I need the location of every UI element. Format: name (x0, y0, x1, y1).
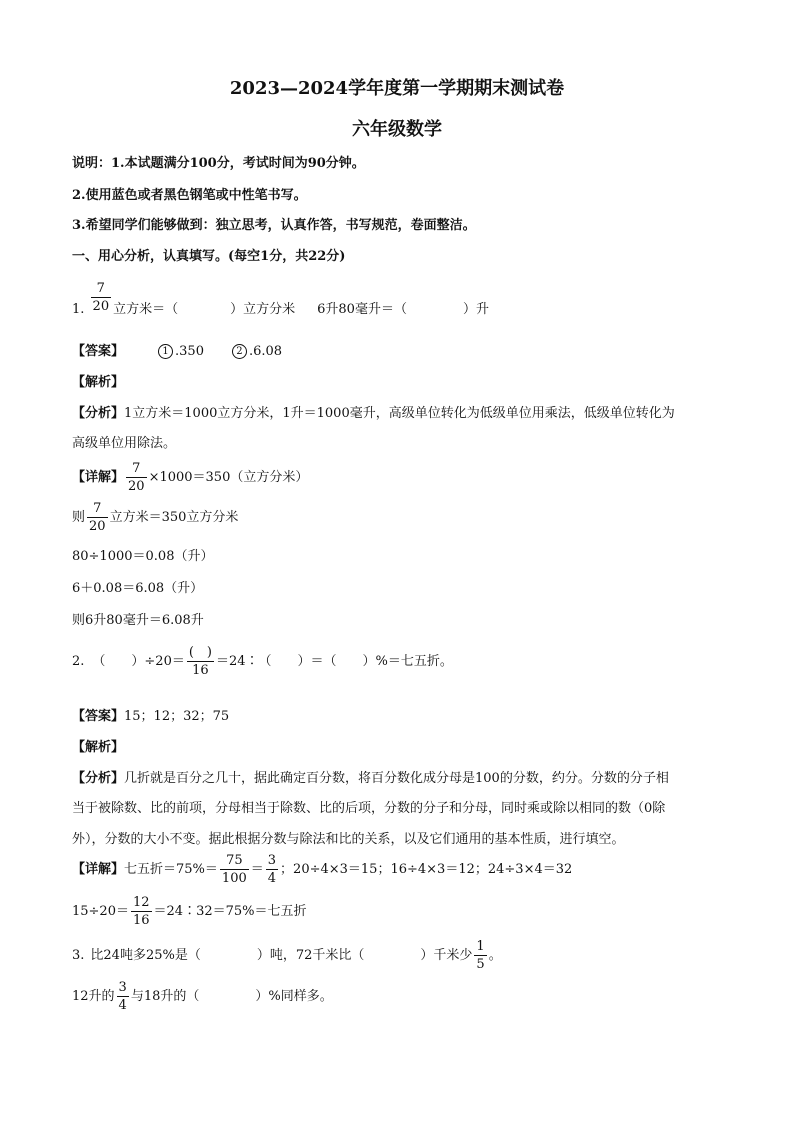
fraction (91, 280, 112, 315)
fraction-denominator: 16 (192, 663, 209, 678)
fraction-numerator: 7 (91, 280, 112, 298)
circled-number-icon: 2 (232, 344, 247, 359)
analysis-text (72, 767, 669, 786)
instruction-2: 2.使用蓝色或者黑色钢笔或中性笔书写。 (72, 188, 307, 203)
detail-line (72, 460, 308, 495)
question-2 (72, 644, 453, 679)
detail-tag: 【详解】 (72, 862, 125, 877)
fraction-denominator: 16 (132, 913, 150, 928)
detail-text: 则 (72, 510, 86, 525)
question-number: 3. (72, 948, 85, 963)
calc-line: 则6升80毫升＝6.08升 (72, 613, 204, 628)
analysis-tag: 【解析】 (72, 740, 125, 755)
calc-line: 80÷1000＝0.08（升） (72, 549, 214, 564)
answer-2 (72, 705, 229, 724)
fraction-denominator: 4 (267, 871, 277, 886)
fraction (131, 894, 152, 929)
fraction (126, 460, 147, 495)
fraction-numerator: 1 (476, 939, 485, 954)
detail-line (72, 500, 238, 535)
detail-text: 立方米＝350立方分米 (109, 510, 239, 525)
fraction-numerator: ( ) (188, 645, 212, 660)
fraction-numerator: 75 (220, 852, 249, 870)
answer-value: .6.08 (248, 344, 283, 359)
detail-line (72, 852, 572, 887)
fraction-numerator: 3 (267, 853, 277, 868)
question-text: ）立方分米 (230, 302, 296, 317)
question-3 (72, 938, 502, 973)
circled-number-icon: 1 (158, 344, 173, 359)
analysis-label: 【分析】 (72, 771, 125, 786)
analysis-line: 1立方米＝1000立方分米，1升＝1000毫升，高级单位转化为低级单位用乘法，低级单位转化为 (124, 406, 675, 421)
instruction-3: 3.希望同学们能够做到：独立思考，认真作答，书写规范，卷面整洁。 (72, 218, 476, 233)
answer-value: .350 (175, 344, 204, 359)
fraction-numerator: 12 (132, 895, 150, 910)
fraction-denominator: 20 (128, 479, 145, 494)
question-text: 。 (488, 948, 502, 963)
analysis-text: 高级单位用除法。 (72, 436, 177, 451)
analysis-text (72, 402, 675, 421)
question-text: 12升的 (72, 989, 115, 1004)
fraction-denominator: 5 (476, 957, 485, 972)
detail-text: ＝24∶32＝75%＝七五折 (153, 904, 307, 919)
analysis-text: 当于被除数、比的前项，分母相当于除数、比的后项，分数的分子和分母，同时乘或除以相同的数（0除 (72, 801, 666, 816)
detail-text: ×1000＝350（立方分米） (148, 470, 309, 485)
question-text: ）吨，72千米比（ (256, 948, 365, 963)
fraction (220, 852, 249, 887)
question-text: ）千米少 (420, 948, 473, 963)
calc-line: 6＋0.08＝6.08（升） (72, 581, 204, 596)
detail-text: ＝ (250, 862, 264, 877)
question-number: 1. (72, 302, 85, 317)
analysis-label: 【分析】 (72, 406, 125, 421)
fraction (87, 500, 108, 535)
question-1 (72, 280, 489, 317)
exam-title: 2023—2024学年度第一学期期末测试卷 (229, 78, 565, 99)
fraction (266, 852, 278, 887)
answer-tag: 【答案】 (72, 709, 125, 724)
exam-subtitle: 六年级数学 (352, 119, 442, 140)
question-text: （ ）÷20＝ (92, 654, 185, 669)
question-number: 2. (72, 654, 85, 669)
question-text: 与18升的（ (130, 989, 200, 1004)
question-text: ）升 (462, 302, 489, 317)
fraction-numerator: 3 (118, 980, 127, 995)
detail-text: 15÷20＝ (72, 904, 129, 919)
detail-tag: 【详解】 (72, 470, 125, 485)
fraction (117, 979, 129, 1014)
detail-text: ；20÷4×3＝15；16÷4×3＝12；24÷3×4＝32 (280, 862, 573, 877)
fraction-numerator: 7 (126, 460, 147, 478)
fraction (187, 644, 214, 679)
section-heading: 一、用心分析，认真填写。(每空1分，共22分) (72, 249, 346, 264)
question-text: 立方米＝（ (113, 302, 179, 317)
question-text: 比24吨多25%是（ (90, 948, 201, 963)
fraction-denominator: 4 (118, 998, 127, 1013)
detail-text: 七五折＝75%＝ (124, 862, 218, 877)
fraction-denominator: 100 (221, 871, 247, 886)
fraction-denominator: 20 (92, 299, 110, 314)
question-text: 6升80毫升＝（ (317, 302, 407, 317)
answer-tag: 【答案】 (72, 344, 125, 359)
analysis-tag: 【解析】 (72, 375, 125, 390)
analysis-line: 几折就是百分之几十，据此确定百分数，将百分数化成分母是100的分数，约分。分数的分子相 (124, 771, 669, 786)
fraction (474, 938, 486, 973)
analysis-text: 外），分数的大小不变。据此根据分数与除法和比的关系，以及它们通用的基本性质，进行填空。 (72, 832, 625, 847)
fraction-denominator: 20 (89, 519, 106, 534)
detail-line (72, 894, 307, 929)
question-3-line-2 (72, 979, 333, 1014)
answer-value: 15；12；32；75 (124, 709, 230, 724)
instruction-1: 说明：1.本试题满分100分，考试时间为90分钟。 (72, 156, 365, 171)
question-text: ＝24∶（ ）＝（ ）%＝七五折。 (216, 654, 453, 669)
fraction-numerator: 7 (87, 500, 108, 518)
question-text: ）%同样多。 (255, 989, 333, 1004)
answer-1 (72, 340, 282, 359)
